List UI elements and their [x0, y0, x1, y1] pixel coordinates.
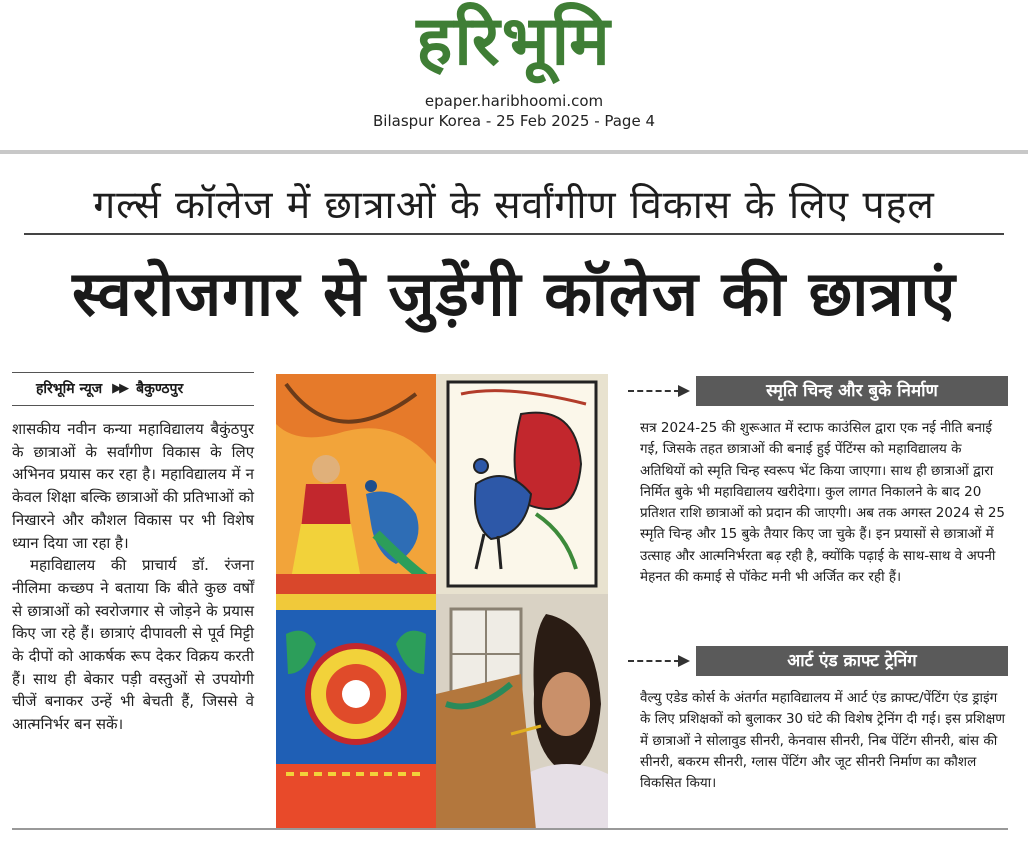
kicker-underline: [24, 233, 1004, 235]
bottom-divider: [12, 828, 1008, 830]
byline-rule-top: [12, 372, 254, 373]
article-body: [12, 418, 254, 736]
section-souvenir-title: स्मृति चिन्ह और बुके निर्माण: [696, 376, 1008, 406]
photo-student-painting: [436, 594, 608, 830]
newspaper-logo[interactable]: हरिभूमि: [416, 2, 612, 81]
section-art-craft-title: आर्ट एंड क्राफ्ट ट्रेनिंग: [696, 646, 1008, 676]
painting-woman-peacock: [276, 374, 436, 594]
body-paragraph-1: शासकीय नवीन कन्या महाविद्यालय बैकुंठपुर के छात्राओं के सर्वांगीण विकास के लिए अभिनव प्रयास कर रहा है। महाविद्यालय में न केवल शिक्षा बल्कि छात्राओं की प्रतिभाओं को निखारने और कौशल विकास पर भी विशेष ध्यान दिया जा रहा है।: [12, 420, 254, 552]
fast-forward-icon: ▶▶: [112, 381, 127, 396]
byline-rule-bottom: [12, 405, 254, 406]
dashed-arrow-icon: [628, 384, 692, 398]
dashed-arrow-icon: [628, 654, 692, 668]
section-souvenir-text: सत्र 2024-25 की शुरूआत में स्टाफ काउंसिल द्वारा एक नई नीति बनाई गई, जिसके तहत छात्राओं की बनाई हुई पेंटिंग्स को महाविद्यालय के अतिथियों को स्मृति चिन्ह स्वरूप भेंट किया जाएगा। साथ ही छात्राओं द्वारा निर्मित बुके भी महाविद्यालय खरीदेगा। कुल लागत निकालने के बाद 20 प्रतिशत राशि छात्राओं को प्रदान की जाएगी। अब तक अगस्त 2024 से 25 स्मृति चिन्ह और 15 बुके तैयार किए जा चुके हैं। इन प्रयासों से छात्राओं में उत्साह और आत्मनिर्भरता बढ़ रही है, क्योंकि पढ़ाई के साथ-साथ वे अपनी मेहनत की कमाई से पॉकेट मनी भी अर्जित कर रही हैं।: [640, 420, 1006, 586]
site-url[interactable]: epaper.haribhoomi.com: [424, 92, 604, 110]
painting-mandala-peacocks: [276, 594, 436, 830]
article-kicker: गर्ल्स कॉलेज में छात्राओं के सर्वांगीण विकास के लिए पहल: [93, 183, 935, 228]
section-souvenir-head: [628, 376, 1008, 406]
byline: [12, 376, 254, 402]
byline-agency: हरिभूमि न्यूज: [36, 381, 103, 397]
byline-location: बैकुण्ठपुर: [136, 381, 184, 397]
painting-peacock-madhubani: [436, 374, 608, 594]
masthead: [0, 0, 1028, 150]
section-art-craft-head: [628, 646, 1008, 676]
article-headline: स्वरोजगार से जुड़ेंगी कॉलेज की छात्राएं: [72, 257, 956, 330]
article-photo-collage: [276, 374, 608, 830]
edition-date-page: Bilaspur Korea - 25 Feb 2025 - Page 4: [373, 112, 655, 130]
masthead-divider: [0, 150, 1028, 154]
section-art-craft-text: वैल्यु एडेड कोर्स के अंतर्गत महाविद्यालय में आर्ट एंड क्राफ्ट/पेंटिंग एंड ड्राइंग के लिए प्रशिक्षकों को बुलाकर 30 घंटे की विशेष ट्रेनिंग दी गई। इस प्रशिक्षण में छात्राओं ने सोलावुड सीनरी, केनवास सीनरी, निब पेंटिंग सीनरी, बांस की सीनरी, बकरम सीनरी, ग्लास पेंटिंग और जूट सीनरी निर्माण का कौशल विकसित किया।: [640, 690, 1006, 792]
body-paragraph-2: महाविद्यालय की प्राचार्य डॉ. रंजना नीलिमा कच्छप ने बताया कि बीते कुछ वर्षों से छात्राओं को स्वरोजगार से जोड़ने के प्रयास किए जा रहे हैं। छात्राएं दीपावली से पूर्व मिट्टी के दीपों को आकर्षक रूप देकर विक्रय करती हैं। साथ ही बेकार पड़ी वस्तुओं से उपयोगी चीजें बनाकर उन्हें भी बेचती हैं, जिससे वे आत्मनिर्भर बन सकें।: [12, 556, 254, 734]
